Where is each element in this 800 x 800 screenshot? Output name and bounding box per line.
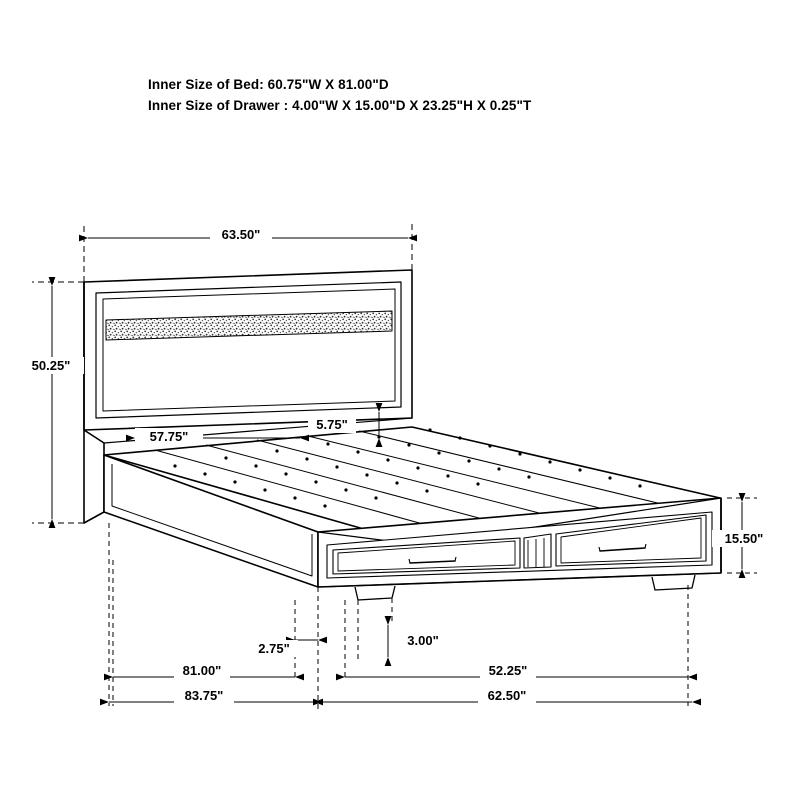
dim-footboard-height: 15.50" (724, 531, 764, 546)
note-line-bed: Inner Size of Bed: 60.75"W X 81.00"D (148, 77, 389, 92)
dim-inner-headboard-width: 57.75" (149, 429, 189, 444)
dim-headboard-height: 50.25" (31, 358, 71, 373)
note-line-drawer: Inner Size of Drawer : 4.00"W X 15.00"D X 23.25"H X 0.25"T (148, 98, 532, 113)
dim-bed-length-inner: 81.00" (182, 663, 222, 678)
dim-drawer-front-width: 52.25" (488, 663, 528, 678)
dim-rail-offset: 5.75" (316, 417, 348, 432)
dim-foot-detail: 2.75" (258, 641, 290, 656)
dim-bed-depth-bottom: 62.50" (487, 688, 527, 703)
dim-bed-length-outer: 83.75" (184, 688, 224, 703)
dim-clearance: 3.00" (407, 633, 439, 648)
dim-headboard-width: 63.50" (221, 227, 261, 242)
